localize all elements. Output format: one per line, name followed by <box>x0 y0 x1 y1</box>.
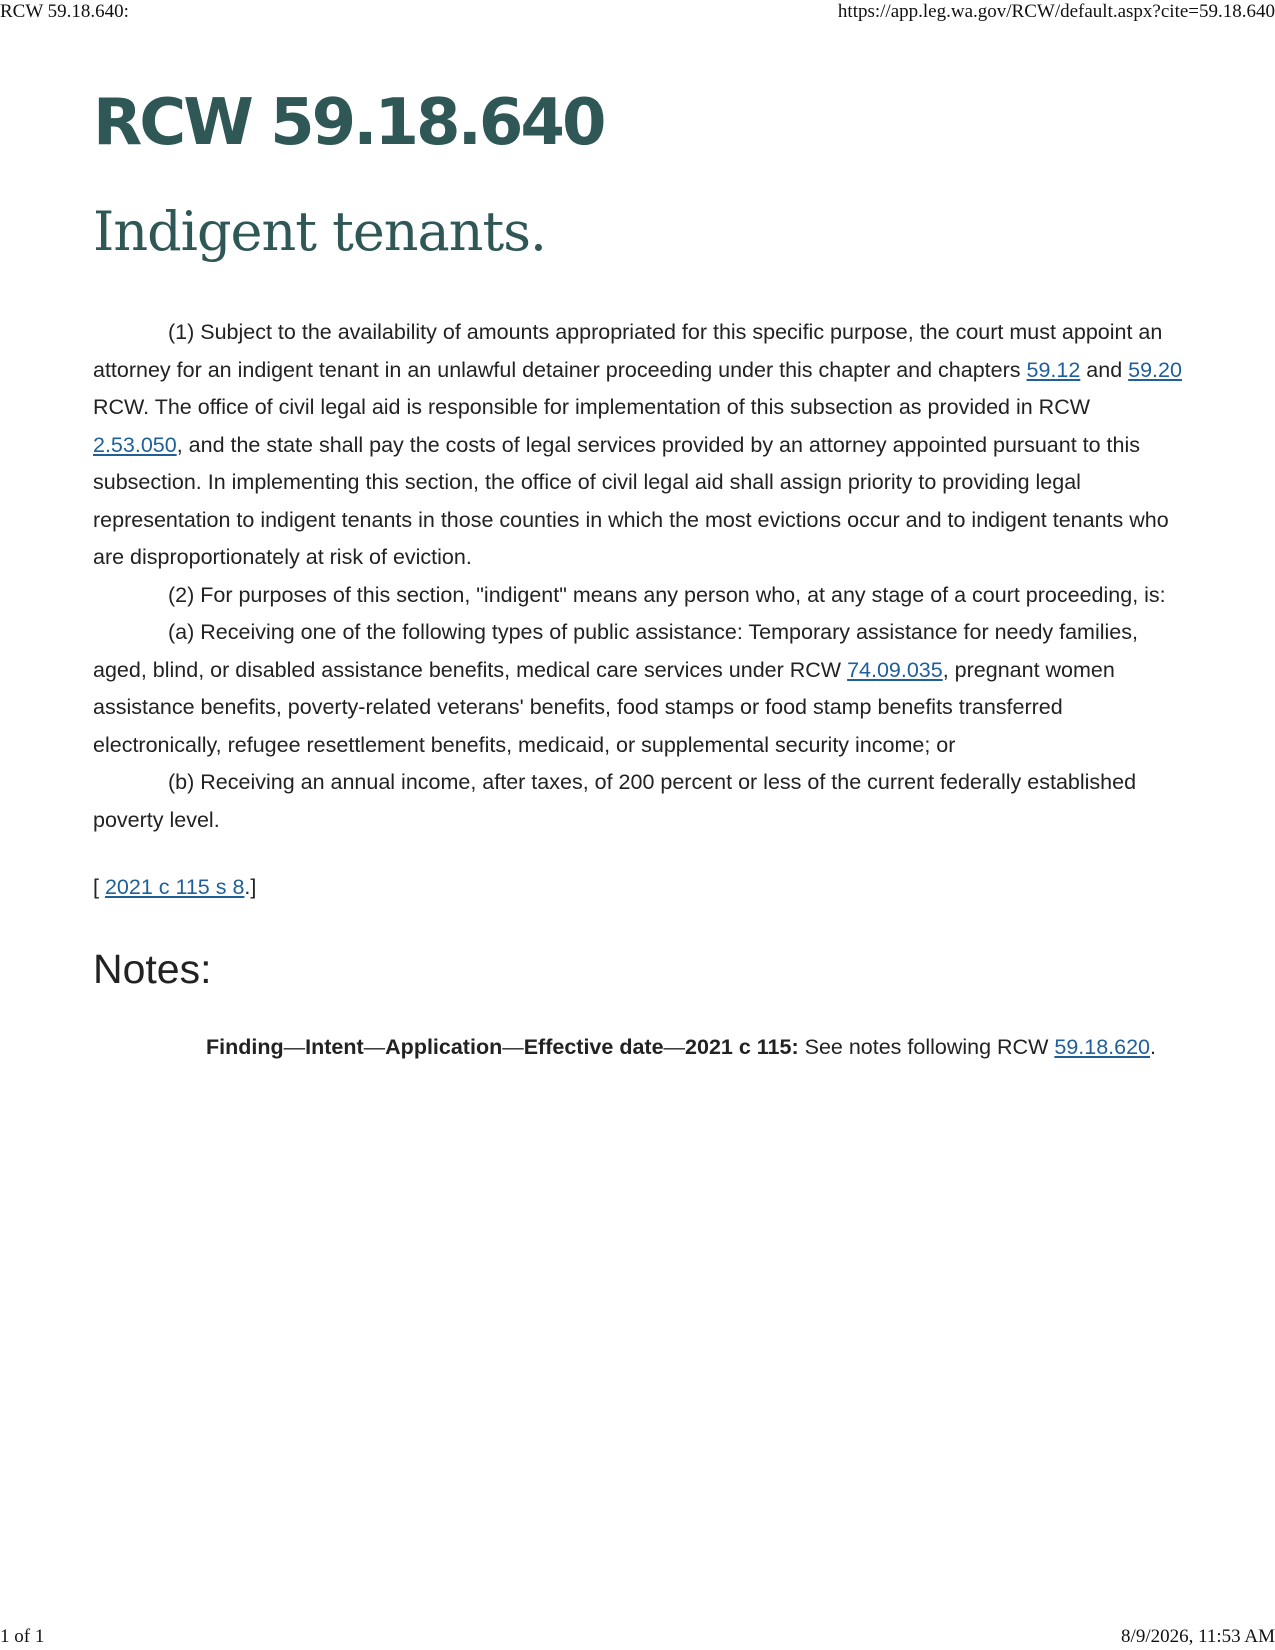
print-header <box>0 0 1275 24</box>
subsection-1-text: and <box>1080 357 1129 382</box>
note-text: See notes following RCW <box>798 1034 1055 1059</box>
note-dash: — <box>502 1034 524 1059</box>
note-label: Intent <box>305 1034 364 1059</box>
subsection-2a-text: (a) Receiving one of the following types of public assistance: Temporary assistance for needy families, aged, blind, or disabled assistance benefits, medical care services under RCW <box>93 620 1138 682</box>
note-dash: — <box>363 1034 386 1059</box>
link-rcw-2-53-050[interactable]: 2.53.050 <box>93 432 177 457</box>
link-rcw-59-18-620[interactable]: 59.18.620 <box>1054 1034 1151 1059</box>
history-citation <box>93 869 1183 907</box>
statute-body <box>93 314 1183 839</box>
note-dash: — <box>663 1034 686 1059</box>
note-label: Application <box>385 1034 503 1059</box>
document-content <box>93 78 1183 1066</box>
page-title: RCW 59.18.640 <box>93 86 604 160</box>
note-label: Finding <box>206 1034 284 1059</box>
link-session-law-2021-c-115[interactable]: 2021 c 115 s 8 <box>104 875 245 899</box>
note-label: Effective date <box>523 1034 664 1059</box>
subsection-2a-text: , pregnant women assistance benefits, poverty-related veterans' benefits, food stamps or food stamp benefits transferred electronically, refugee resettlement benefits, medicaid, or supplemental security income; or <box>93 657 1115 757</box>
link-chapter-59-12[interactable]: 59.12 <box>1026 357 1081 382</box>
subsection-2: (2) For purposes of this section, "indigent" means any person who, at any stage of a court proceeding, is: <box>168 582 1166 607</box>
subsection-2b: (b) Receiving an annual income, after taxes, of 200 percent or less of the current federally established poverty level. <box>93 770 1137 832</box>
subsection-2a <box>93 614 1183 764</box>
section-caption: Indigent tenants. <box>93 200 547 263</box>
history-bracket: .] <box>244 875 257 899</box>
notes-heading: Notes: <box>93 945 212 992</box>
subsection-1 <box>93 314 1183 577</box>
note-dash: — <box>283 1034 306 1059</box>
subsection-1-text: , and the state shall pay the costs of legal services provided by an attorney appointed pursuant to this subsection. In implementing this section, the office of civil legal aid shall assign priority to providing legal representation to indigent tenants in those counties in which the most evictions occur and to indigent tenants who are disproportionately at risk of eviction. <box>93 432 1169 569</box>
subsection-1-text: (1) Subject to the availability of amounts appropriated for this specific purpose, the court must appoint an attorney for an indigent tenant in an unlawful detainer proceeding under this chapter and chapters <box>93 320 1163 382</box>
link-rcw-74-09-035[interactable]: 74.09.035 <box>847 657 943 682</box>
print-timestamp: 8/9/2026, 11:53 AM <box>1121 1626 1275 1647</box>
page-count: 1 of 1 <box>0 1626 45 1647</box>
print-header-url: https://app.leg.wa.gov/RCW/default.aspx?cite=59.18.640 <box>837 1 1275 22</box>
print-footer <box>0 1624 1275 1650</box>
note-paragraph <box>93 1029 1183 1067</box>
note-label: 2021 c 115: <box>685 1034 799 1059</box>
history-bracket: [ <box>93 875 105 899</box>
print-header-title: RCW 59.18.640: <box>0 1 129 22</box>
link-chapter-59-20[interactable]: 59.20 <box>1128 357 1182 382</box>
note-text: . <box>1150 1034 1156 1059</box>
subsection-1-text: RCW. The office of civil legal aid is responsible for implementation of this subsection as provided in RCW <box>93 395 1091 419</box>
